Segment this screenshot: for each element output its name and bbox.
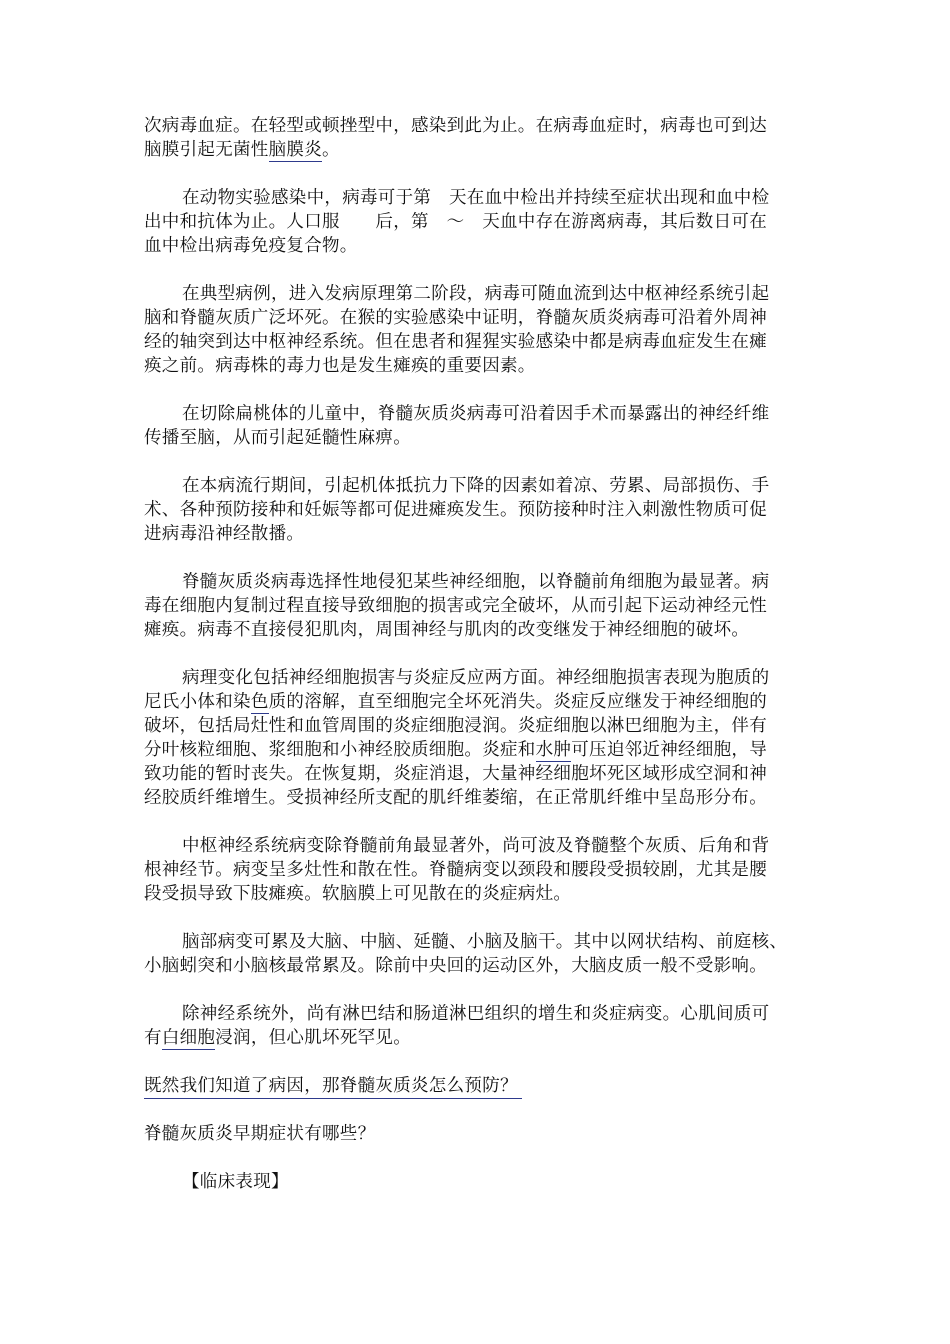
text-line: 尼氏小体和染色质的溶解，直至细胞完全坏死消失。炎症反应继发于神经细胞的 [144, 692, 768, 712]
text-line: 脑膜引起无菌性脑膜炎。 [144, 140, 340, 160]
paragraph-other-systems [144, 1002, 808, 1050]
text-line: 脑和脊髓灰质广泛坏死。在猴的实验感染中证明，脊髓灰质炎病毒可沿着外周神 [144, 308, 767, 328]
text-line: 痪之前。病毒株的毒力也是发生瘫痪的重要因素。 [144, 356, 536, 376]
section-heading: 【临床表现】 [182, 1172, 289, 1192]
paragraph-nerve-cells [144, 570, 808, 642]
link-edema[interactable]: 水肿 [535, 740, 572, 760]
text-line: 传播至脑，从而引起延髓性麻痹。 [144, 428, 411, 448]
link-chromatin[interactable]: 色 [250, 692, 269, 712]
paragraph-brain-lesions [144, 930, 808, 978]
text-line: 出中和抗体为止。人口服 后，第 ～ 天血中存在游离病毒，其后数日可在 [144, 212, 767, 232]
text-line: 中枢神经系统病变除脊髓前角最显著外，尚可波及脊髓整个灰质、后角和背 [182, 836, 770, 856]
text-line: 血中检出病毒免疫复合物。 [144, 236, 358, 256]
link-leukocyte[interactable]: 白细胞 [161, 1028, 216, 1048]
paragraph-resistance-factors [144, 474, 808, 546]
paragraph-pathogenesis-stage2 [144, 282, 808, 378]
paragraph-cns-lesions [144, 834, 808, 906]
text-line: 脊髓灰质炎病毒选择性地侵犯某些神经细胞，以脊髓前角细胞为最显著。病 [182, 572, 770, 592]
text-line: 分叶核粒细胞、浆细胞和小神经胶质细胞。炎症和水肿可压迫邻近神经细胞，导 [144, 740, 768, 760]
text-line: 有白细胞浸润，但心肌坏死罕见。 [144, 1028, 412, 1048]
text-line: 致功能的暂时丧失。在恢复期，炎症消退，大量神经细胞坏死区域形成空洞和神 [144, 764, 767, 784]
text-line: 脊髓灰质炎早期症状有哪些？ [144, 1124, 376, 1144]
question-early-symptoms [144, 1122, 808, 1146]
text-line: 脑部病变可累及大脑、中脑、延髓、小脑及脑干。其中以网状结构、前庭核、 [182, 932, 788, 952]
text-line: 除神经系统外，尚有淋巴结和肠道淋巴组织的增生和炎症病变。心肌间质可 [182, 1004, 770, 1024]
text-line: 瘫痪。病毒不直接侵犯肌肉，周围神经与肌肉的改变继发于神经细胞的破坏。 [144, 620, 750, 640]
text-line: 经胶质纤维增生。受损神经所支配的肌纤维萎缩，在正常肌纤维中呈岛形分布。 [144, 788, 767, 808]
text-line: 小脑蚓突和小脑核最常累及。除前中央回的运动区外，大脑皮质一般不受影响。 [144, 956, 767, 976]
text-line: 病理变化包括神经细胞损害与炎症反应两方面。神经细胞损害表现为胞质的 [182, 668, 770, 688]
paragraph-viremia [144, 114, 808, 162]
section-title-clinical [144, 1170, 808, 1194]
text-line: 根神经节。病变呈多灶性和散在性。脊髓病变以颈段和腰段受损较剧，尤其是腰 [144, 860, 767, 880]
paragraph-tonsillectomy [144, 402, 808, 450]
text-line: 在本病流行期间，引起机体抵抗力下降的因素如着凉、劳累、局部损伤、手 [182, 476, 770, 496]
text-line: 破坏，包括局灶性和血管周围的炎症细胞浸润。炎症细胞以淋巴细胞为主，伴有 [144, 716, 767, 736]
text-line: 进病毒沿神经散播。 [144, 524, 305, 544]
text-line: 次病毒血症。在轻型或顿挫型中，感染到此为止。在病毒血症时，病毒也可到达 [144, 116, 767, 136]
text-line: 毒在细胞内复制过程直接导致细胞的损害或完全破坏，从而引起下运动神经元性 [144, 596, 767, 616]
text-line: 在切除扁桃体的儿童中，脊髓灰质炎病毒可沿着因手术而暴露出的神经纤维 [182, 404, 770, 424]
question-prevention [144, 1074, 808, 1098]
link-meningitis[interactable]: 脑膜炎 [268, 140, 323, 160]
text-line: 在动物实验感染中，病毒可于第 天在血中检出并持续至症状出现和血中检 [182, 188, 770, 208]
paragraph-animal-experiment [144, 186, 808, 258]
text-line: 术、各种预防接种和妊娠等都可促进瘫痪发生。预防接种时注入刺激性物质可促 [144, 500, 767, 520]
text-line: 段受损导致下肢瘫痪。软脑膜上可见散在的炎症病灶。 [144, 884, 572, 904]
text-line: 经的轴突到达中枢神经系统。但在患者和猩猩实验感染中都是病毒血症发生在瘫 [144, 332, 767, 352]
paragraph-pathology [144, 666, 808, 810]
link-prevention-question[interactable]: 既然我们知道了病因，那脊髓灰质炎怎么预防？ [144, 1076, 522, 1099]
text-line: 在典型病例，进入发病原理第二阶段，病毒可随血流到达中枢神经系统引起 [182, 284, 770, 304]
